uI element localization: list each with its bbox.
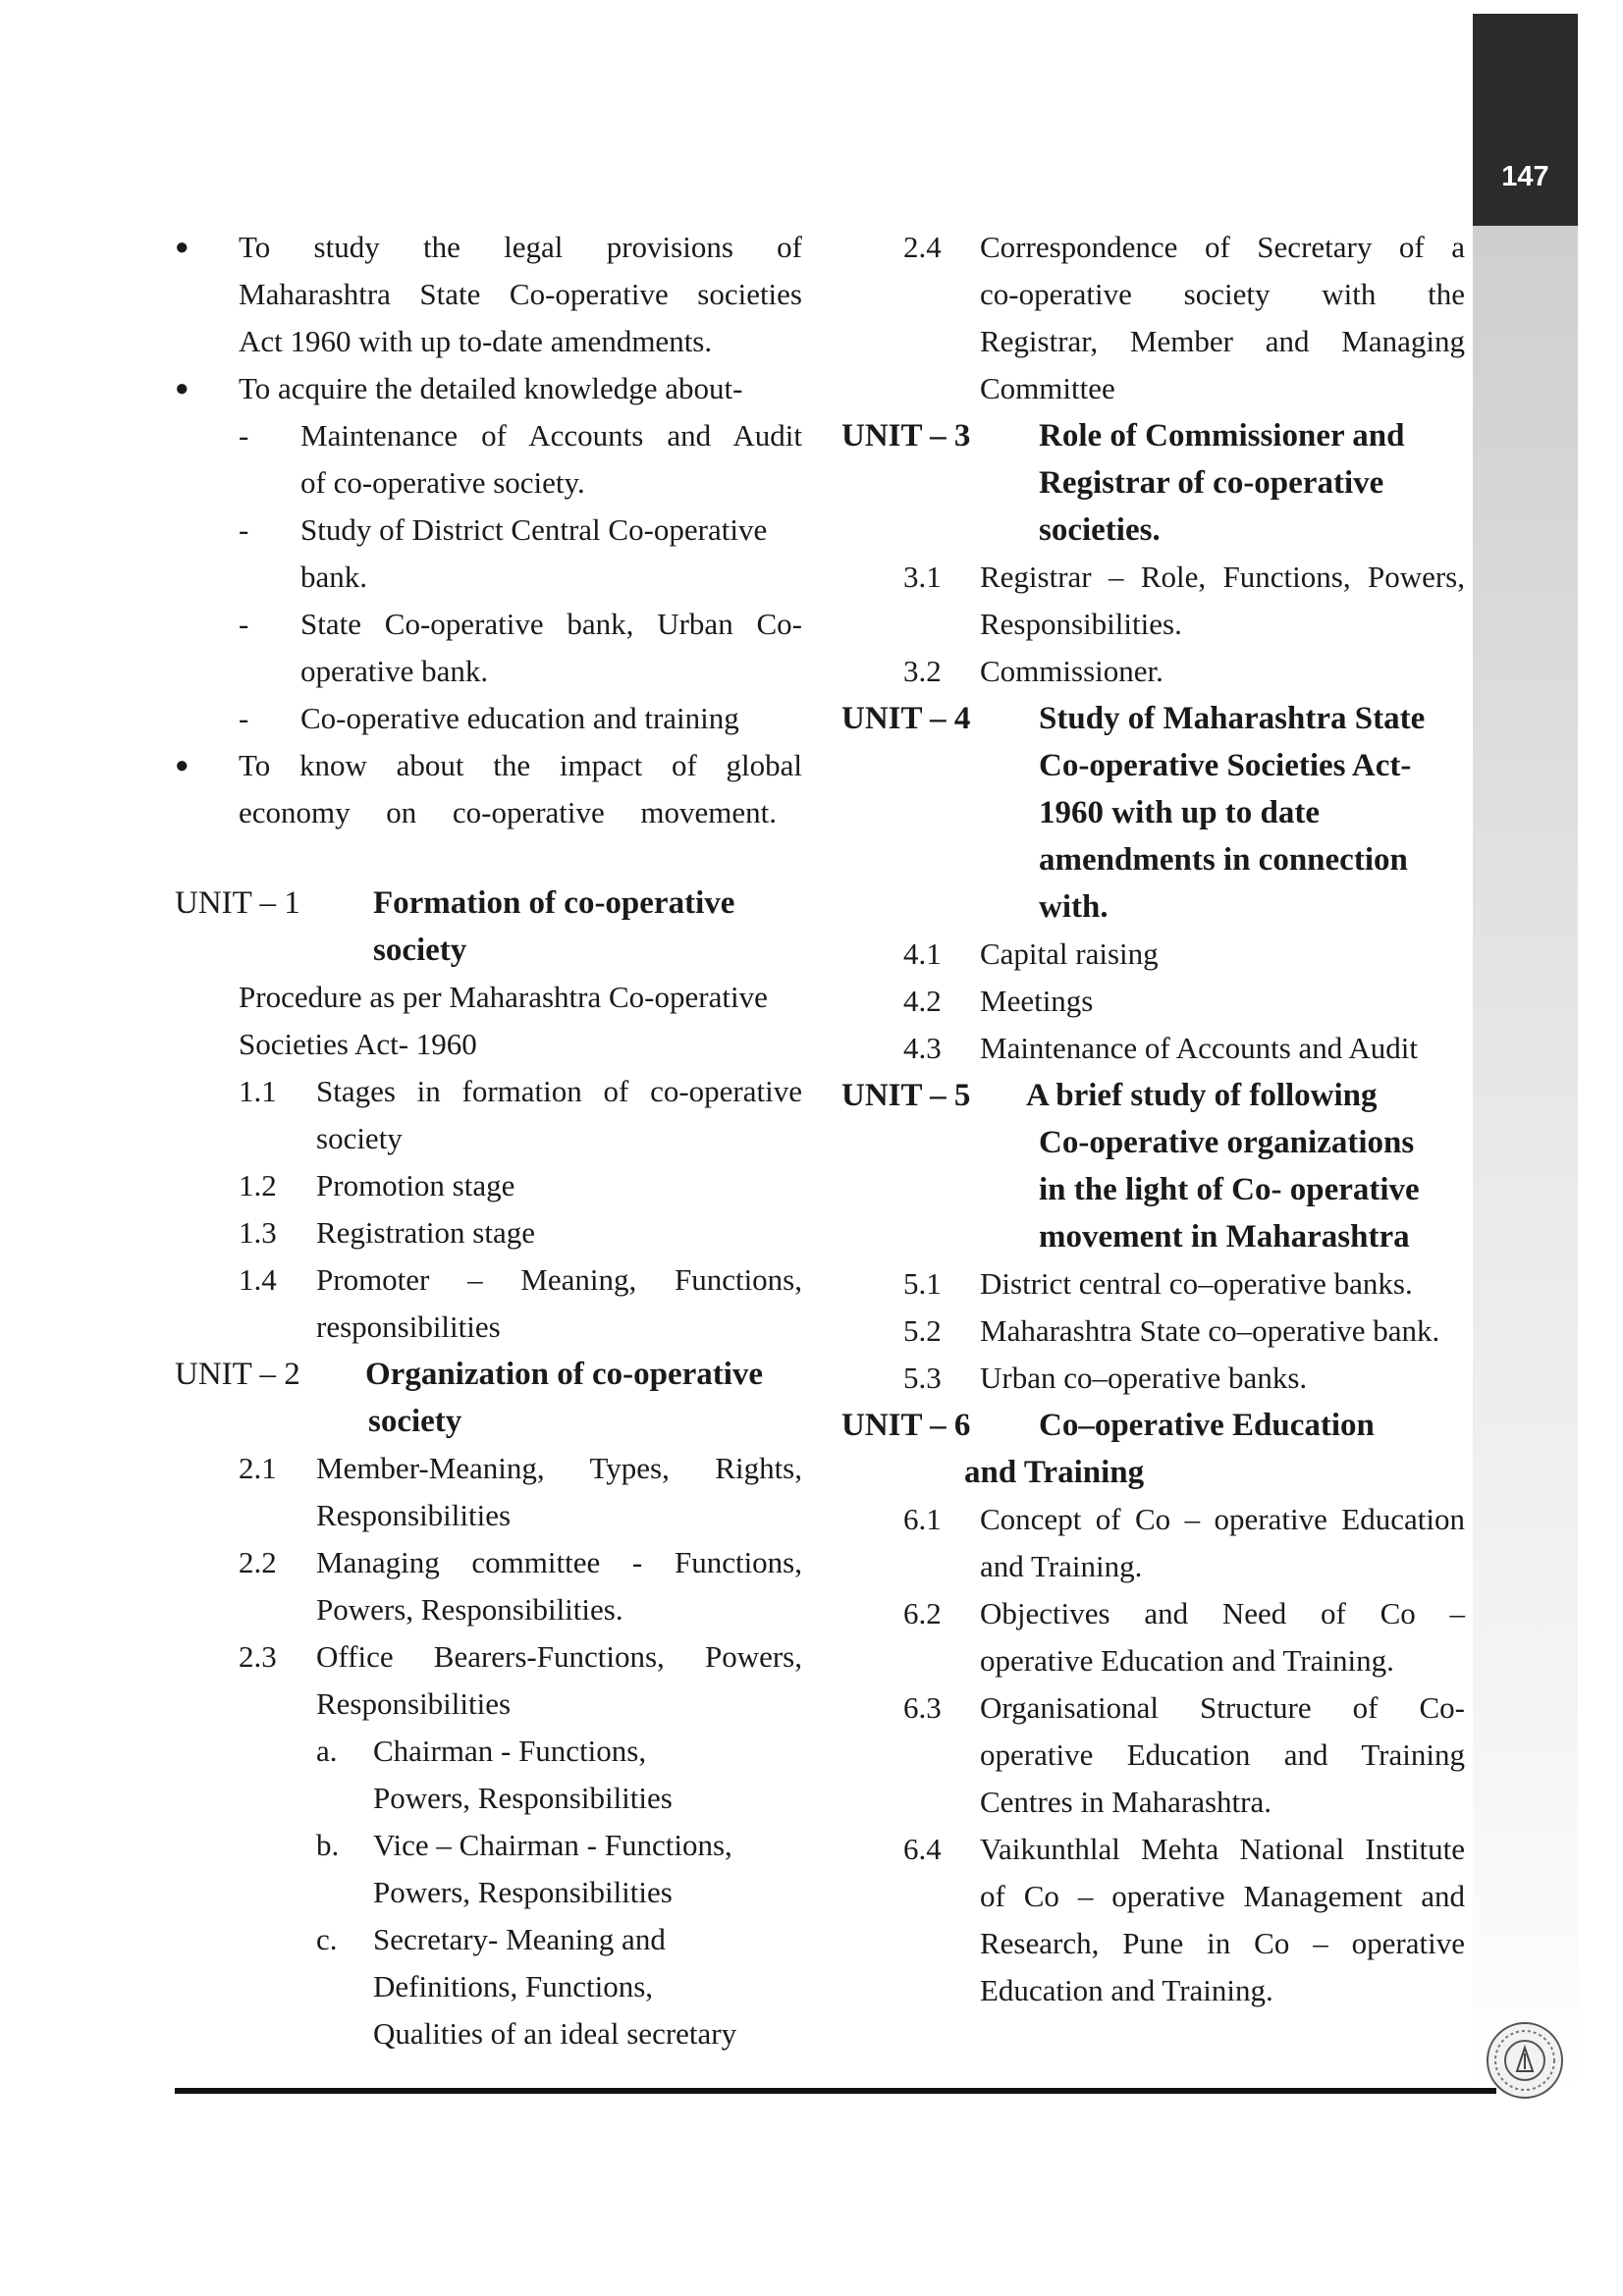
item-text: Member-Meaning, Types, Rights, — [316, 1451, 802, 1485]
item-text: Maintenance of Accounts and Audit — [980, 1031, 1418, 1065]
knowledge-line: operative bank. — [300, 654, 489, 688]
bullet-icon: ● — [175, 376, 189, 401]
bullet-icon: ● — [175, 753, 189, 778]
bullet-icon: ● — [175, 235, 189, 260]
item-text: Promotion stage — [316, 1168, 515, 1202]
item-text: Correspondence of Secretary of a — [980, 230, 1465, 264]
bottom-rule — [175, 2088, 1496, 2094]
unit-4-title: with. — [1039, 889, 1109, 925]
item-text: Stages in formation of co-operative — [316, 1074, 802, 1108]
item-text: operative Education and Training — [980, 1737, 1465, 1772]
item-number: 1.1 — [239, 1074, 277, 1108]
item-number: 3.1 — [903, 560, 942, 594]
sub-item-letter: b. — [316, 1828, 340, 1862]
unit-1-title: society — [373, 933, 467, 968]
item-text: Objectives and Need of Co – — [980, 1596, 1465, 1630]
unit-1-intro: Societies Act- 1960 — [239, 1027, 477, 1061]
unit-6-title: and Training — [964, 1455, 1145, 1490]
knowledge-line: Study of District Central Co-operative — [300, 512, 768, 547]
dash-icon: - — [239, 418, 249, 453]
unit-3-title: Role of Commissioner and — [1039, 418, 1405, 454]
item-text: Vaikunthlal Mehta National Institute — [980, 1832, 1465, 1866]
unit-4-title: 1960 with up to date — [1039, 795, 1321, 830]
sub-item-text: Chairman - Functions, — [373, 1734, 647, 1768]
item-text: Meetings — [980, 984, 1094, 1018]
item-text: Organisational Structure of Co- — [980, 1690, 1465, 1725]
dash-icon: - — [239, 701, 249, 735]
unit-4-title: Co-operative Societies Act- — [1039, 748, 1412, 783]
unit-2-title: Organization of co-operative — [365, 1357, 764, 1392]
unit-5-title: A brief study of following — [1026, 1078, 1378, 1113]
item-text: Committee — [980, 371, 1115, 405]
item-number: 6.4 — [903, 1832, 942, 1866]
emblem-icon — [1485, 2020, 1565, 2101]
sub-item-text: Secretary- Meaning and — [373, 1922, 666, 1956]
item-text: Centres in Maharashtra. — [980, 1785, 1271, 1819]
item-text: operative Education and Training. — [980, 1643, 1394, 1678]
item-text: and Training. — [980, 1549, 1143, 1583]
unit-5-title: Co-operative organizations — [1039, 1125, 1415, 1160]
objective-line: economy on co-operative movement. — [239, 795, 777, 829]
item-number: 6.1 — [903, 1502, 942, 1536]
sub-item-letter: c. — [316, 1922, 338, 1956]
dash-icon: - — [239, 607, 249, 641]
item-text: Concept of Co – operative Education — [980, 1502, 1465, 1536]
item-text: society — [316, 1121, 403, 1155]
item-text: of Co – operative Management and — [980, 1879, 1465, 1913]
item-text: Office Bearers-Functions, Powers, — [316, 1639, 802, 1674]
sub-item-text: Powers, Responsibilities — [373, 1781, 673, 1815]
unit-1-label: UNIT – 1 — [175, 885, 300, 921]
page-number-tab — [1473, 14, 1578, 226]
page-number: 147 — [1501, 161, 1549, 192]
objective-line: To acquire the detailed knowledge about- — [239, 371, 743, 405]
unit-3-title: Registrar of co-operative — [1039, 465, 1384, 501]
objective-line: Act 1960 with up to-date amendments. — [239, 324, 713, 358]
item-number: 3.2 — [903, 654, 942, 688]
unit-3-label: UNIT – 3 — [841, 418, 971, 454]
item-text: Education and Training. — [980, 1973, 1273, 2007]
knowledge-line: bank. — [300, 560, 368, 594]
item-text: Maharashtra State co–operative bank. — [980, 1313, 1440, 1348]
sub-item-letter: a. — [316, 1734, 338, 1768]
sub-item-text: Powers, Responsibilities — [373, 1875, 673, 1909]
unit-3-title: societies. — [1039, 512, 1161, 548]
item-text: Promoter – Meaning, Functions, — [316, 1262, 802, 1297]
unit-2-label: UNIT – 2 — [175, 1357, 300, 1392]
unit-2-title: society — [368, 1404, 462, 1439]
unit-1-intro: Procedure as per Maharashtra Co-operative — [239, 980, 768, 1014]
item-text: Commissioner. — [980, 654, 1163, 688]
item-text: Responsibilities — [316, 1498, 512, 1532]
sub-item-text: Definitions, Functions, — [373, 1969, 654, 2003]
side-band — [1473, 14, 1578, 2095]
knowledge-line: of co-operative society. — [300, 465, 585, 500]
item-number: 5.1 — [903, 1266, 942, 1301]
item-number: 2.2 — [239, 1545, 277, 1579]
item-text: Registration stage — [316, 1215, 535, 1250]
unit-6-title: Co–operative Education — [1039, 1408, 1375, 1443]
item-number: 2.1 — [239, 1451, 277, 1485]
item-number: 5.3 — [903, 1361, 942, 1395]
item-number: 2.3 — [239, 1639, 277, 1674]
objective-line: Maharashtra State Co-operative societies — [239, 277, 802, 311]
item-number: 4.3 — [903, 1031, 942, 1065]
sub-item-text: Vice – Chairman - Functions, — [373, 1828, 732, 1862]
item-text: Responsibilities. — [980, 607, 1182, 641]
item-text: Registrar, Member and Managing — [980, 324, 1465, 358]
item-number: 6.2 — [903, 1596, 942, 1630]
item-text: Research, Pune in Co – operative — [980, 1926, 1465, 1960]
objective-line: To know about the impact of global — [239, 748, 802, 782]
unit-4-title: Study of Maharashtra State — [1039, 701, 1426, 736]
knowledge-line: Co-operative education and training — [300, 701, 739, 735]
item-number: 2.4 — [903, 230, 942, 264]
unit-5-title: in the light of Co- operative — [1039, 1172, 1420, 1207]
item-text: Responsibilities — [316, 1686, 512, 1721]
item-text: Managing committee - Functions, — [316, 1545, 802, 1579]
unit-5-label: UNIT – 5 — [841, 1078, 971, 1113]
item-number: 1.3 — [239, 1215, 277, 1250]
item-text: District central co–operative banks. — [980, 1266, 1413, 1301]
item-number: 6.3 — [903, 1690, 942, 1725]
sub-item-text: Qualities of an ideal secretary — [373, 2016, 737, 2051]
unit-4-label: UNIT – 4 — [841, 701, 971, 736]
objective-line: To study the legal provisions of — [239, 230, 802, 264]
unit-4-title: amendments in connection — [1039, 842, 1408, 878]
item-text: Registrar – Role, Functions, Powers, — [980, 560, 1465, 594]
item-number: 1.2 — [239, 1168, 277, 1202]
unit-6-label: UNIT – 6 — [841, 1408, 971, 1443]
knowledge-line: Maintenance of Accounts and Audit — [300, 418, 802, 453]
knowledge-line: State Co-operative bank, Urban Co- — [300, 607, 802, 641]
dash-icon: - — [239, 512, 249, 547]
unit-1-title: Formation of co-operative — [373, 885, 735, 921]
item-text: responsibilities — [316, 1309, 501, 1344]
item-number: 4.2 — [903, 984, 942, 1018]
item-text: co-operative society with the — [980, 277, 1465, 311]
item-number: 1.4 — [239, 1262, 277, 1297]
item-text: Powers, Responsibilities. — [316, 1592, 623, 1627]
item-text: Urban co–operative banks. — [980, 1361, 1308, 1395]
item-number: 5.2 — [903, 1313, 942, 1348]
item-number: 4.1 — [903, 936, 942, 971]
unit-5-title: movement in Maharashtra — [1039, 1219, 1410, 1255]
item-text: Capital raising — [980, 936, 1159, 971]
